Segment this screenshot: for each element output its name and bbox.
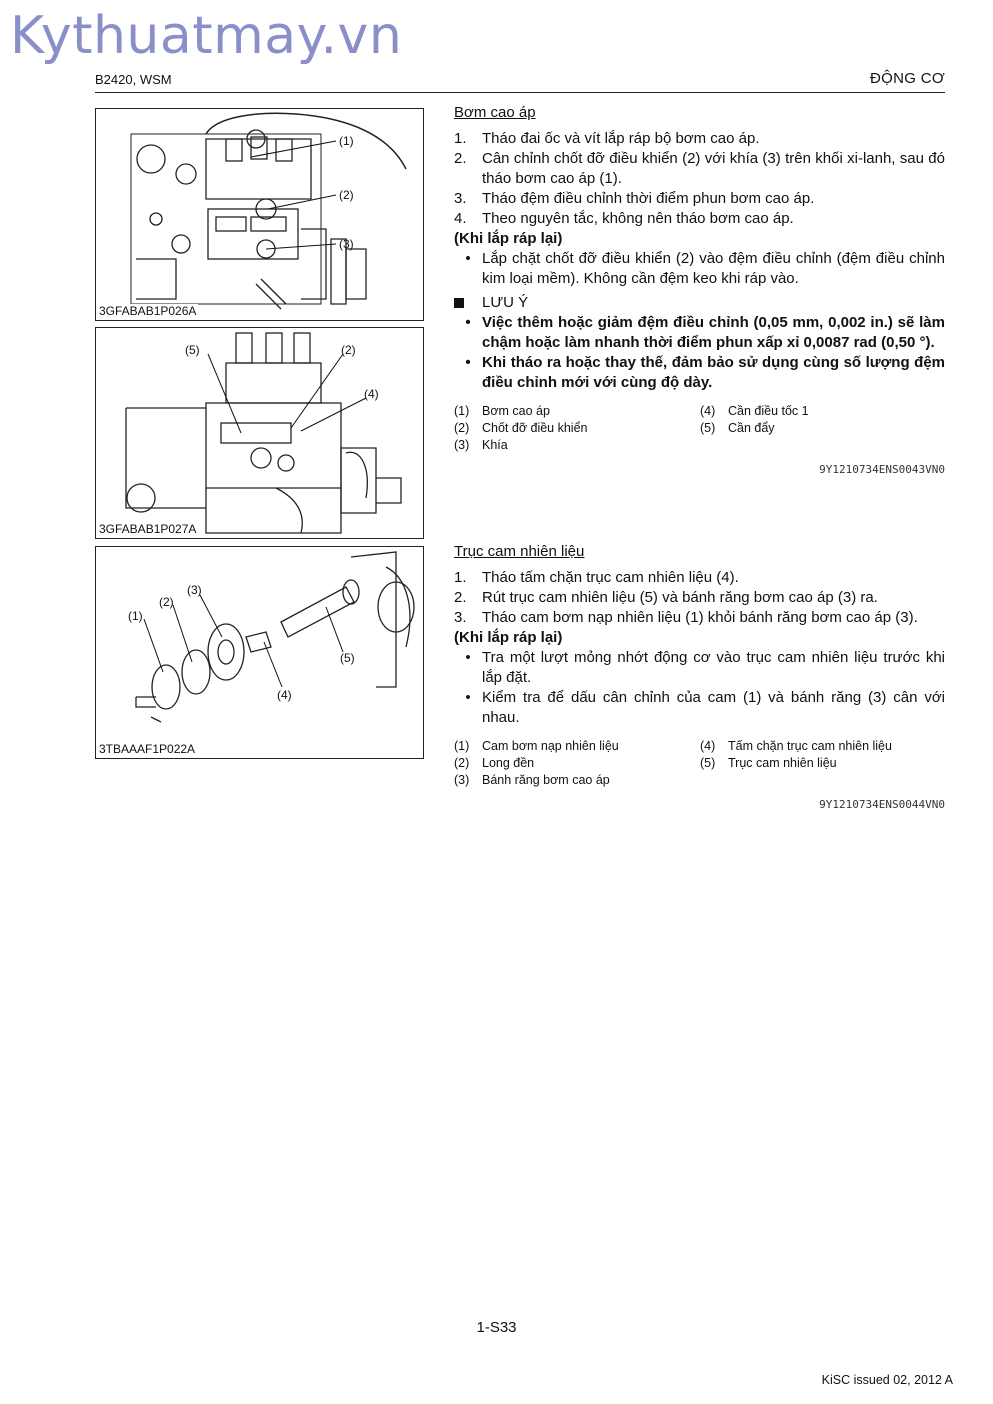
- legend-value: Long đền: [482, 756, 535, 770]
- step-text: Tháo đệm điều chỉnh thời điểm phun bơm cao áp.: [482, 190, 815, 207]
- legend-value: Chốt đỡ điều khiển: [482, 421, 588, 435]
- step-number: 2.: [454, 589, 467, 606]
- step-text: Theo nguyên tắc, không nên tháo bơm cao áp.: [482, 210, 794, 227]
- legend-value: Cam bơm nạp nhiên liệu: [482, 739, 619, 753]
- legend-key: (1): [454, 739, 470, 753]
- reassembly-text: Kiểm tra để dấu cân chỉnh của cam (1) và bánh răng (3) cân với nhau.: [482, 689, 945, 726]
- bullet-icon: •: [465, 250, 471, 267]
- legend-item: [454, 738, 700, 755]
- legend-value: Tấm chặn trục cam nhiên liệu: [728, 739, 892, 753]
- step-item: [454, 189, 945, 209]
- parts-legend: [454, 738, 945, 789]
- watermark-logo: Kythuatmay.vn: [10, 6, 403, 66]
- bullet-icon: •: [465, 314, 471, 331]
- callout-4: (4): [277, 688, 292, 702]
- section-injection-pump: [454, 103, 945, 480]
- legend-value: Khía: [482, 438, 508, 452]
- figure-code: 3GFABAB1P026A: [99, 304, 197, 318]
- legend-value: Bánh răng bơm cao áp: [482, 773, 610, 787]
- reference-code: 9Y1210734ENS0044VN0: [819, 798, 945, 811]
- injection-pump-illustration: [96, 109, 424, 321]
- note-heading-text: LƯU Ý: [482, 294, 529, 311]
- note-heading: [454, 293, 945, 313]
- step-number: 3.: [454, 609, 467, 626]
- reassembly-heading: (Khi lắp ráp lại): [454, 230, 563, 247]
- section-title: [454, 103, 945, 123]
- step-item: [454, 129, 945, 149]
- legend-key: (4): [700, 404, 716, 418]
- step-text: Cân chỉnh chốt đỡ điều khiển (2) với khía (3) trên khối xi-lanh, sau đó tháo bơm cao áp (1).: [482, 150, 945, 187]
- camshaft-exploded-illustration: [96, 547, 424, 759]
- callout-1: (1): [339, 134, 354, 148]
- section-title-text: Bơm cao áp: [454, 104, 536, 121]
- step-text: Tháo tấm chặn trục cam nhiên liệu (4).: [482, 569, 739, 586]
- header-divider: [95, 92, 945, 93]
- figure-code: 3TBAAAF1P022A: [99, 742, 196, 756]
- header-chapter: ĐỘNG CƠ: [870, 70, 945, 87]
- section-fuel-camshaft: [454, 542, 945, 815]
- legend-value: Trục cam nhiên liệu: [728, 756, 837, 770]
- square-icon: [454, 298, 464, 308]
- legend-item: [454, 420, 700, 437]
- legend-item: [700, 403, 945, 420]
- step-item: [454, 568, 945, 588]
- legend-key: (5): [700, 756, 716, 770]
- pump-control-illustration: [96, 328, 424, 539]
- callout-1: (1): [128, 609, 143, 623]
- callout-2: (2): [341, 343, 356, 357]
- note-item: [454, 353, 945, 393]
- legend-key: (1): [454, 404, 470, 418]
- bullet-icon: •: [465, 649, 471, 666]
- reassembly-item: [454, 688, 945, 728]
- footer-issue: KiSC issued 02, 2012 A: [821, 1373, 953, 1387]
- section-title-text: Trục cam nhiên liệu: [454, 543, 585, 560]
- callout-2: (2): [159, 595, 174, 609]
- callout-4: (4): [364, 387, 379, 401]
- header-model: B2420, WSM: [95, 72, 172, 87]
- legend-key: (5): [700, 421, 716, 435]
- section-title: [454, 542, 945, 562]
- step-item: [454, 209, 945, 229]
- legend-key: (3): [454, 773, 470, 787]
- reassembly-text: Tra một lượt mỏng nhớt động cơ vào trục cam nhiên liệu trước khi lắp đặt.: [482, 649, 945, 686]
- reassembly-item: [454, 648, 945, 688]
- reference-code: 9Y1210734ENS0043VN0: [819, 463, 945, 476]
- legend-key: (2): [454, 421, 470, 435]
- step-number: 3.: [454, 190, 467, 207]
- legend-value: Cần điều tốc 1: [728, 404, 809, 418]
- bullet-icon: •: [465, 354, 471, 371]
- legend-item: [454, 755, 700, 772]
- step-text: Tháo đai ốc và vít lắp ráp bộ bơm cao áp.: [482, 130, 760, 147]
- callout-3: (3): [339, 237, 354, 251]
- note-text: Khi tháo ra hoặc thay thế, đảm bảo sử dụng cùng số lượng đệm điều chỉnh mới với cùng độ dày.: [482, 354, 945, 391]
- reassembly-item: [454, 249, 945, 289]
- step-item: [454, 608, 945, 628]
- legend-item: [454, 437, 700, 454]
- figure-code: 3GFABAB1P027A: [99, 522, 197, 536]
- parts-legend: [454, 403, 945, 454]
- figure-injection-pump-parts: [95, 327, 424, 539]
- legend-value: Cần đẩy: [728, 421, 775, 435]
- legend-key: (4): [700, 739, 716, 753]
- legend-key: (3): [454, 438, 470, 452]
- note-item: [454, 313, 945, 353]
- step-item: [454, 149, 945, 189]
- step-item: [454, 588, 945, 608]
- callout-2: (2): [339, 188, 354, 202]
- legend-item: [700, 738, 945, 755]
- step-number: 2.: [454, 150, 467, 167]
- bullet-icon: •: [465, 689, 471, 706]
- legend-item: [700, 420, 945, 437]
- step-number: 1.: [454, 130, 467, 147]
- step-number: 1.: [454, 569, 467, 586]
- reassembly-text: Lắp chặt chốt đỡ điều khiển (2) vào đệm điều chỉnh (đệm điều chỉnh kim loại mềm). Không cần đệm keo khi ráp vào.: [482, 250, 945, 287]
- step-number: 4.: [454, 210, 467, 227]
- page-number: 1-S33: [476, 1319, 517, 1336]
- callout-5: (5): [340, 651, 355, 665]
- callout-3: (3): [187, 583, 202, 597]
- legend-item: [454, 772, 700, 789]
- legend-key: (2): [454, 756, 470, 770]
- callout-5: (5): [185, 343, 200, 357]
- step-text: Tháo cam bơm nạp nhiên liệu (1) khỏi bánh răng bơm cao áp (3).: [482, 609, 918, 626]
- figure-injection-pump-removal: [95, 108, 424, 321]
- figure-fuel-camshaft: [95, 546, 424, 759]
- note-text: Việc thêm hoặc giảm đệm điều chỉnh (0,05 mm, 0,002 in.) sẽ làm chậm hoặc làm nhanh thời điểm phun xấp xỉ 0,0087 rad (0,50 °).: [482, 314, 945, 351]
- reassembly-heading: (Khi lắp ráp lại): [454, 629, 563, 646]
- legend-item: [454, 403, 700, 420]
- step-text: Rút trục cam nhiên liệu (5) và bánh răng bơm cao áp (3) ra.: [482, 589, 878, 606]
- legend-value: Bơm cao áp: [482, 404, 550, 418]
- legend-item: [700, 755, 945, 772]
